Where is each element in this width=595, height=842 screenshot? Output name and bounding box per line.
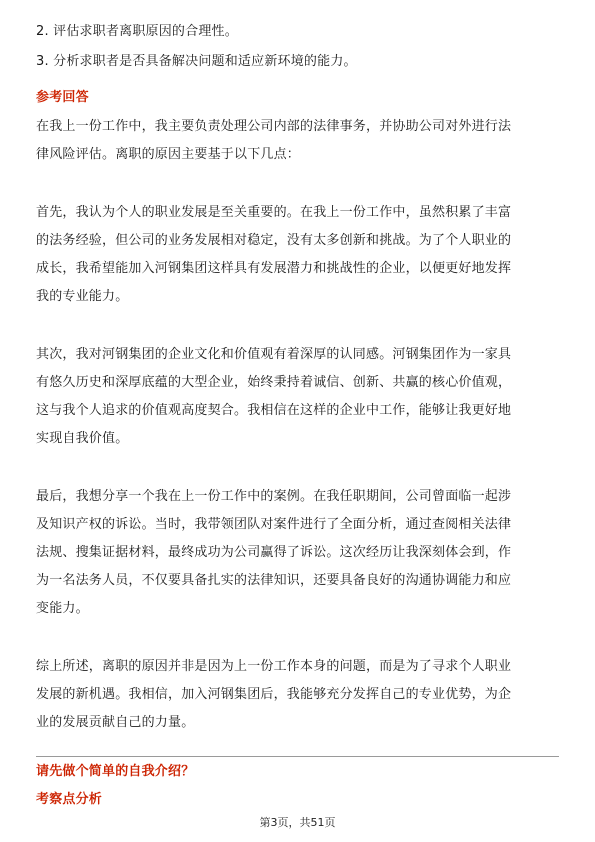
- paragraph-line: 最后，我想分享一个我在上一份工作中的案例。在我任职期间，公司曾面临一起涉: [36, 489, 512, 504]
- paragraph-line: 我的专业能力。: [36, 289, 129, 304]
- paragraph-line: 律风险评估。离职的原因主要基于以下几点：: [36, 147, 301, 162]
- paragraph-line: 在我上一份工作中，我主要负责处理公司内部的法律事务，并协助公司对外进行法: [36, 119, 512, 134]
- paragraph-line: 这与我个人追求的价值观高度契合。我相信在这样的企业中工作，能够让我更好地: [36, 403, 512, 418]
- paragraph-line: 发展的新机遇。我相信，加入河钢集团后，我能够充分发挥自己的专业优势，为企: [36, 687, 512, 702]
- paragraph-line: 法规、搜集证据材料，最终成功为公司赢得了诉讼。这次经历让我深刻体会到，作: [36, 545, 512, 560]
- paragraph-line: 变能力。: [36, 601, 89, 616]
- paragraph-line: 业的发展贡献自己的力量。: [36, 715, 195, 730]
- list-item: 2. 评估求职者离职原因的合理性。: [36, 24, 238, 39]
- paragraph-line: 的法务经验，但公司的业务发展相对稳定，没有太多创新和挑战。为了个人职业的: [36, 233, 512, 248]
- answer-heading: 参考回答: [36, 90, 89, 105]
- paragraph-line: 为一名法务人员，不仅要具备扎实的法律知识，还要具备良好的沟通协调能力和应: [36, 573, 512, 588]
- page-number: 第3页，共51页: [259, 816, 336, 829]
- paragraph-line: 成长，我希望能加入河钢集团这样具有发展潜力和挑战性的企业，以便更好地发挥: [36, 261, 512, 276]
- paragraph-line: 有悠久历史和深厚底蕴的大型企业，始终秉持着诚信、创新、共赢的核心价值观，: [36, 375, 512, 390]
- paragraph-line: 及知识产权的诉讼。当时，我带领团队对案件进行了全面分析，通过查阅相关法律: [36, 517, 512, 532]
- paragraph-line: 其次，我对河钢集团的企业文化和价值观有着深厚的认同感。河钢集团作为一家具: [36, 347, 512, 362]
- analysis-heading: 考察点分析: [36, 792, 103, 807]
- section-divider: [36, 756, 559, 757]
- paragraph-line: 首先，我认为个人的职业发展是至关重要的。在我上一份工作中，虽然积累了丰富: [36, 205, 512, 220]
- paragraph-line: 实现自我价值。: [36, 431, 129, 446]
- paragraph-line: 综上所述，离职的原因并非是因为上一份工作本身的问题，而是为了寻求个人职业: [36, 659, 512, 674]
- list-item: 3. 分析求职者是否具备解决问题和适应新环境的能力。: [36, 54, 357, 69]
- question-heading: 请先做个简单的自我介绍？: [36, 764, 195, 779]
